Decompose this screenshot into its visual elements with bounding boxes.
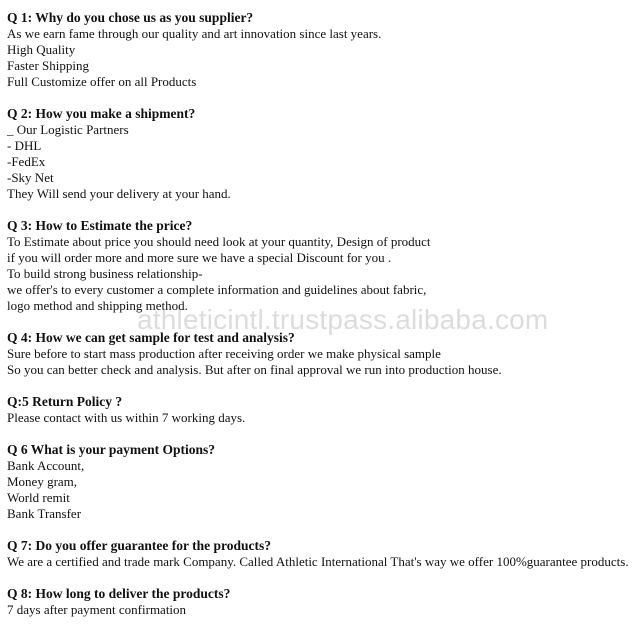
question-6: Q 6 What is your payment Options? [7,442,216,457]
answer-line: To build strong business relationship- [7,266,203,281]
answer-line: So you can better check and analysis. But after on final approval we run into production house. [7,362,502,377]
answer-line: Faster Shipping [7,58,89,73]
question-8: Q 8: How long to deliver the products? [7,586,231,601]
answer-line: We are a certified and trade mark Company. Called Athletic International That's way we offer 100%guarantee products. [7,554,629,569]
question-5: Q:5 Return Policy ? [7,394,123,409]
faq-item-3 [7,218,632,314]
answer-line: Sure before to start mass production after receiving order we make physical sample [7,346,441,361]
watermark: athleticintl.trustpass.alibaba.com [137,304,549,335]
faq-item-8 [7,586,632,618]
answer-line: World remit [7,490,70,505]
answer-line: To Estimate about price you should need look at your quantity, Design of product [7,234,431,249]
answer-line: - DHL [7,138,42,153]
faq-item-6 [7,442,632,522]
question-2: Q 2: How you make a shipment? [7,106,196,121]
faq-item-4 [7,330,632,378]
answer-line: _ Our Logistic Partners [7,122,129,137]
answer-line: Money gram, [7,474,78,489]
answer-line: Bank Transfer [7,506,82,521]
answer-line: logo method and shipping method. [7,298,188,313]
faq-item-2 [7,106,632,202]
question-4: Q 4: How we can get sample for test and analysis? [7,330,295,345]
answer-line: 7 days after payment confirmation [7,602,187,617]
question-3: Q 3: How to Estimate the price? [7,218,193,233]
answer-line: Full Customize offer on all Products [7,74,197,89]
answer-line: we offer's to every customer a complete information and guidelines about fabric, [7,282,427,297]
answer-line: Please contact with us within 7 working days. [7,410,246,425]
faq-item-7 [7,538,632,570]
question-7: Q 7: Do you offer guarantee for the products? [7,538,271,553]
faq-item-5 [7,394,632,426]
answer-line: if you will order more and more sure we have a special Discount for you . [7,250,392,265]
faq-document [7,10,632,634]
answer-line: -Sky Net [7,170,54,185]
answer-line: They Will send your delivery at your hand. [7,186,231,201]
question-1: Q 1: Why do you chose us as you supplier? [7,10,254,25]
answer-line: As we earn fame through our quality and art innovation since last years. [7,26,382,41]
faq-item-1 [7,10,632,90]
answer-line: -FedEx [7,154,46,169]
answer-line: High Quality [7,42,76,57]
answer-line: Bank Account, [7,458,85,473]
